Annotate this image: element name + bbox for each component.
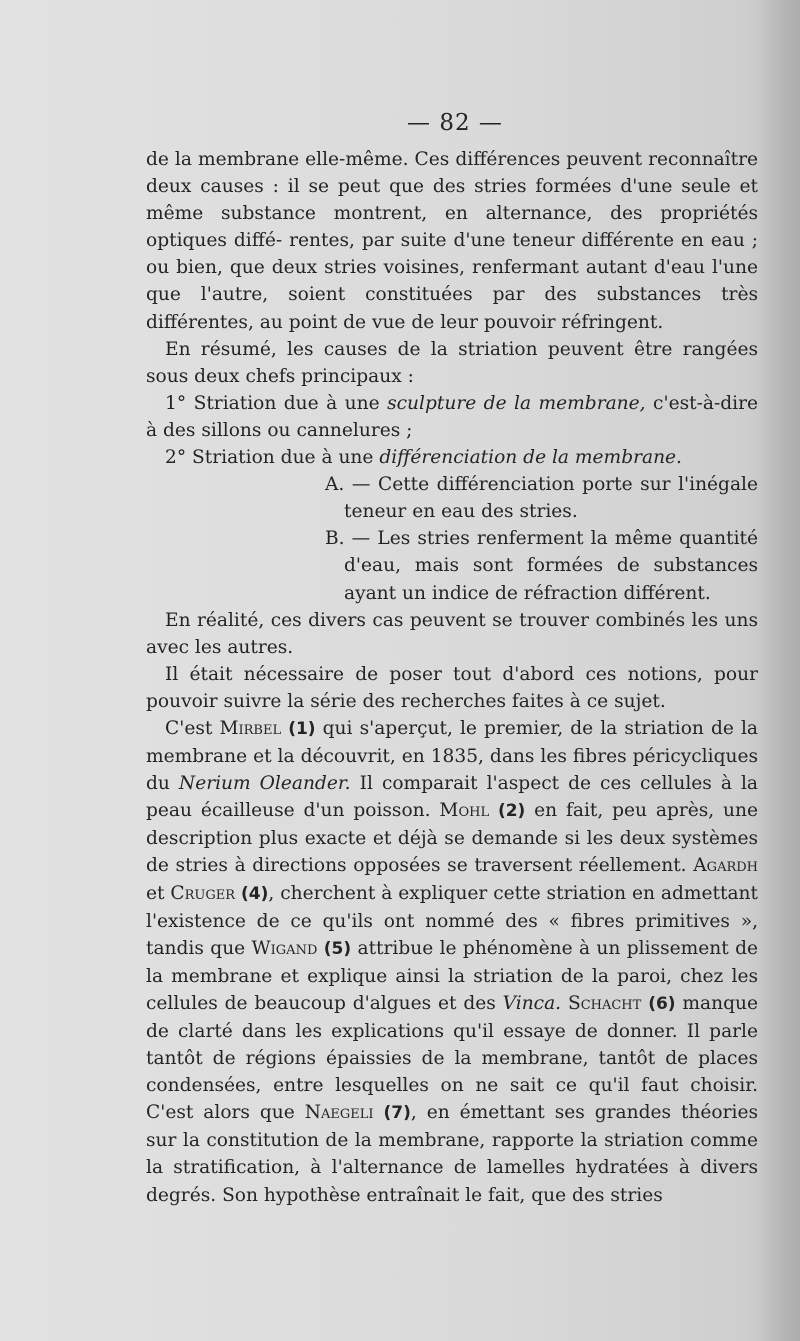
ref-1: (1) (288, 718, 316, 739)
author-naegeli: Naegeli (304, 1102, 374, 1124)
body-text (146, 146, 758, 1209)
summary-item-1: 1° Striation due à une sculpture de la membrane, c'est-à-dire à des sillons ou cannelures ; (146, 392, 758, 441)
paragraph-reality: En réalité, ces divers cas peuvent se trouver combinés les uns avec les autres. (146, 609, 758, 658)
author-wigand: Wigand (251, 937, 318, 959)
paragraph-history: C'est Mirbel (1) qui s'aperçut, le premier, de la striation de la membrane et la découvrit, en 1835, dans les fibres péricycliques du Nerium Oleander. Il comparait l'aspect de ces cellules à la peau écailleuse d'un poisson. Mohl (2) en fait, peu après, une description plus exacte et déjà se demande si les deux systèmes de stries à directions opposées se traversent réellement. Agardh et Cruger (4), cherchent à expliquer cette striation en admettant l'existence de ce qu'ils ont nommé des « fibres primitives », tandis que Wigand (5) attribue le phénomène à un plissement de la membrane et explique ainsi la striation de la paroi, chez les cellules de beaucoup d'algues et des Vinca. Schacht (6) manque de clarté dans les explications qu'il essaye de donner. Il parle tantôt de régions épaissies de la membrane, tantôt de places condensées, entre lesquelles on ne sait ce qu'il faut choisir. C'est alors que Naegeli (7), en émettant ses grandes théories sur la constitution de la membrane, rapporte la striation comme la stratification, à l'alternance de lamelles hydratées à divers degrés. Son hypothèse entraînait le fait, que des stries (146, 717, 759, 1206)
ref-7: (7) (383, 1103, 411, 1124)
ref-6: (6) (648, 993, 676, 1014)
author-agardh: Agardh (693, 855, 758, 877)
paragraph-continuation: de la membrane elle-même. Ces différences peuvent reconnaître deux causes : il se peut que des stries formées d'une seule et même substance montrent, en alternance, des propriétés optiques diffé- rentes, par suite d'une teneur différente en eau ; ou bien, que deux stries voisines, renfermant autant d'eau l'une que l'autre, soient constituées par des substances très différentes, au point de vue de leur pouvoir réfringent. (146, 149, 758, 333)
ref-5: (5) (323, 938, 352, 959)
author-mirbel: Mirbel (219, 717, 282, 739)
summary-sub-b: B. — Les stries renferment la même quantité d'eau, mais sont formées de substances ayant un indice de réfraction différent. (325, 528, 758, 604)
page-number: — 82 — (407, 110, 503, 136)
summary-intro: En résumé, les causes de la striation peuvent être rangées sous deux chefs principaux : (146, 338, 758, 387)
species-nerium: Nerium Oleander. (178, 773, 351, 795)
ref-2: (2) (497, 801, 526, 822)
page-edge-shadow (758, 0, 800, 1341)
author-mohl: Mohl (439, 800, 490, 822)
author-cruger: Cruger (170, 882, 236, 904)
summary-item-2: 2° Striation due à une différenciation de la membrane. (165, 447, 682, 469)
genus-vinca: Vinca. (502, 992, 562, 1014)
author-schacht: Schacht (567, 992, 642, 1014)
paragraph-necessary: Il était nécessaire de poser tout d'abord ces notions, pour pouvoir suivre la série des recherches faites à ce sujet. (146, 663, 758, 712)
ref-4: (4) (240, 883, 269, 904)
summary-sub-a: A. — Cette différenciation porte sur l'inégale teneur en eau des stries. (325, 474, 758, 523)
